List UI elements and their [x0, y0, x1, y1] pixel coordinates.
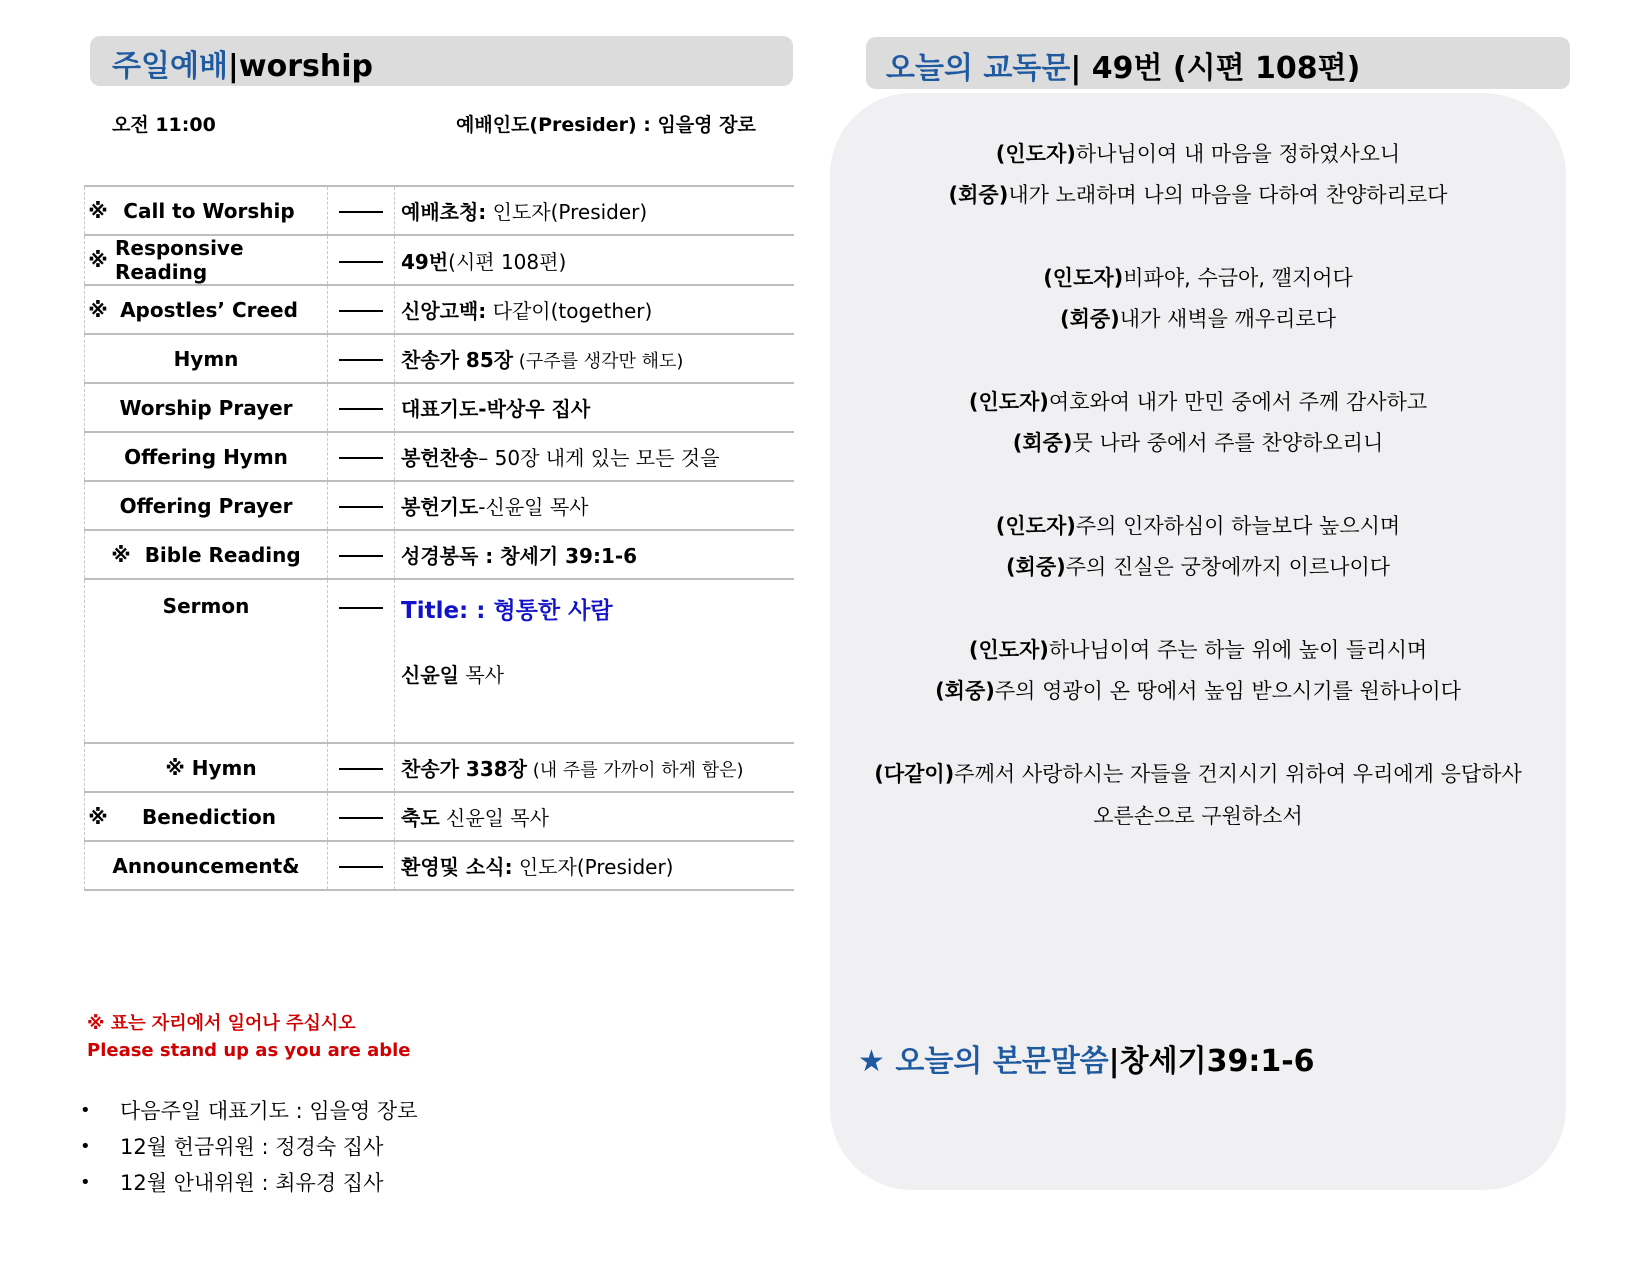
order-row-announcement [85, 841, 795, 890]
reading-line [830, 138, 1566, 168]
item-detail-bold: 예배초청: [401, 200, 487, 224]
item-detail: 신윤일 목사 [439, 806, 549, 830]
reading-title-korean: 오늘의 교독문 [886, 51, 1071, 86]
stand-mark: ※ [88, 297, 108, 322]
stand-mark: ※ [111, 542, 131, 567]
reading-text: 주의 영광이 온 땅에서 높임 받으시기를 원하나이다 [994, 679, 1461, 703]
dash-separator [339, 261, 383, 263]
item-label: Sermon [85, 579, 328, 743]
reading-speaker: (다같이) [874, 762, 955, 786]
item-detail-bold: 축도 [401, 806, 440, 830]
note-text: 12월 헌금위원 : 정경숙 집사 [120, 1135, 384, 1159]
order-row-hymn [85, 334, 795, 383]
reading-text: 하나님이여 내 마음을 정하였사오니 [1075, 142, 1401, 166]
reading-text: 뭇 나라 중에서 주를 찬양하오리니 [1072, 431, 1384, 455]
bullet-icon: • [80, 1100, 91, 1121]
responsive-reading-header [866, 37, 1570, 89]
item-detail: -신윤일 목사 [478, 495, 589, 519]
scripture-label: 오늘의 본문말씀 [895, 1044, 1109, 1079]
item-detail: – 50장 내게 있는 모든 것을 [478, 446, 720, 470]
order-row-offering-prayer [85, 481, 795, 530]
reading-line [830, 427, 1566, 457]
stand-mark: ※ [88, 198, 108, 223]
dash-separator [339, 768, 383, 770]
dash-separator [339, 555, 383, 557]
dash-separator [339, 457, 383, 459]
stand-mark: ※ [88, 804, 108, 829]
order-row-responsive-reading [85, 235, 795, 285]
item-label: ※ Hymn [85, 743, 328, 792]
notice-korean: ※ 표는 자리에서 일어나 주십시오 [87, 1013, 356, 1034]
order-row-sermon [85, 579, 795, 743]
worship-header [90, 36, 793, 86]
item-detail-bold: 봉헌찬송 [401, 446, 479, 470]
sermon-title: Title: : 형통한 사람 [401, 598, 613, 624]
item-detail-bold: 성경봉독 : 창세기 39:1-6 [401, 544, 638, 568]
reading-line [830, 551, 1566, 581]
reading-line [830, 800, 1566, 830]
presider: 예배인도(Presider) : 임을영 장로 [456, 114, 756, 136]
note-text: 다음주일 대표기도 : 임을영 장로 [120, 1099, 418, 1123]
dash-separator [339, 408, 383, 410]
worship-title-korean: 주일예배 [112, 49, 228, 84]
reading-speaker: (회중) [935, 679, 995, 703]
dash-separator [339, 310, 383, 312]
reading-text: 주의 진실은 궁창에까지 이르나이다 [1065, 555, 1391, 579]
reading-line [830, 179, 1566, 209]
dash-separator [339, 866, 383, 868]
order-row-call-to-worship [85, 186, 795, 235]
item-label: Bible Reading [144, 542, 301, 567]
notice-english: Please stand up as you are able [87, 1040, 411, 1061]
bullet-icon: • [80, 1172, 91, 1193]
preacher-bold: 신윤일 [401, 663, 459, 687]
order-of-worship-table [84, 185, 794, 891]
order-row-offering-hymn [85, 432, 795, 481]
reading-speaker: (회중) [948, 183, 1009, 207]
reading-line [830, 758, 1566, 788]
item-label: Worship Prayer [85, 383, 328, 432]
reading-title-number: | 49번 (시편 108편) [1070, 51, 1361, 86]
item-detail-bold: 찬송가 85장 [401, 348, 514, 372]
reading-text: 내가 노래하며 나의 마음을 다하여 찬양하리로다 [1008, 183, 1448, 207]
reading-text: 하나님이여 주는 하늘 위에 높이 들리시며 [1048, 638, 1428, 662]
item-detail: 인도자(Presider) [512, 855, 674, 879]
reading-speaker: (인도자) [995, 514, 1076, 538]
reading-speaker: (인도자) [968, 638, 1049, 662]
item-label: Hymn [85, 334, 328, 383]
reading-line [830, 510, 1566, 540]
reading-speaker: (회중) [1005, 555, 1066, 579]
reading-text: 주께서 사랑하시는 자들을 건지시기 위하여 우리에게 응답하사 [954, 762, 1522, 786]
reading-line [830, 675, 1566, 705]
dash-separator [339, 506, 383, 508]
item-detail: (구주를 생각만 해도) [513, 351, 684, 372]
reading-line [830, 634, 1566, 664]
bullet-icon: • [80, 1136, 91, 1157]
scripture-reference: |창세기39:1-6 [1108, 1044, 1315, 1079]
order-row-bible-reading [85, 530, 795, 579]
item-label: Responsive Reading [115, 236, 244, 284]
order-row-closing-hymn [85, 743, 795, 792]
reading-line [830, 262, 1566, 292]
dash-separator [339, 359, 383, 361]
item-detail: 인도자(Presider) [486, 200, 648, 224]
preacher: 목사 [458, 663, 504, 687]
list-item [80, 1165, 418, 1201]
item-detail: 다같이(together) [486, 299, 653, 323]
reading-speaker: (인도자) [1043, 266, 1124, 290]
item-label: Apostles’ Creed [120, 297, 298, 322]
reading-text: 주의 인자하심이 하늘보다 높으시며 [1075, 514, 1401, 538]
item-detail-bold: 49번 [401, 249, 449, 274]
reading-text: 오른손으로 구원하소서 [1093, 804, 1303, 828]
reading-line [830, 303, 1566, 333]
item-label: Call to Worship [123, 198, 295, 223]
star-icon: ★ [858, 1044, 885, 1079]
dash-separator [339, 211, 383, 213]
dash-separator [339, 607, 383, 609]
reading-text: 내가 새벽을 깨우리로다 [1119, 307, 1336, 331]
order-row-apostles-creed [85, 285, 795, 334]
note-text: 12월 안내위원 : 최유경 집사 [120, 1171, 384, 1195]
reading-speaker: (회중) [1012, 431, 1073, 455]
item-detail: (내 주를 가까이 하게 함은) [527, 760, 744, 781]
item-detail-bold: 대표기도-박상우 집사 [401, 397, 591, 421]
item-detail: (시편 108편) [448, 249, 567, 274]
order-row-benediction [85, 792, 795, 841]
reading-text: 비파야, 수금아, 깰지어다 [1123, 266, 1353, 290]
dash-separator [339, 817, 383, 819]
item-detail-bold: 찬송가 338장 [401, 757, 527, 781]
item-label: Announcement& [85, 841, 328, 890]
list-item [80, 1093, 418, 1129]
reading-speaker: (회중) [1060, 307, 1120, 331]
item-label: Offering Prayer [85, 481, 328, 530]
stand-mark: ※ [88, 248, 108, 272]
item-detail-bold: 환영및 소식: [401, 855, 513, 879]
reading-line [830, 386, 1566, 416]
announcements-list [80, 1093, 418, 1201]
service-time: 오전 11:00 [112, 114, 216, 136]
item-label: Offering Hymn [85, 432, 328, 481]
reading-text: 여호와여 내가 만민 중에서 주께 감사하고 [1048, 390, 1428, 414]
stand-up-notice [87, 1010, 411, 1064]
reading-speaker: (인도자) [968, 390, 1049, 414]
list-item [80, 1129, 418, 1165]
item-detail-bold: 봉헌기도 [401, 495, 479, 519]
worship-title-english: |worship [227, 49, 373, 84]
reading-speaker: (인도자) [995, 142, 1076, 166]
item-label: Benediction [141, 804, 277, 829]
order-row-worship-prayer [85, 383, 795, 432]
item-detail-bold: 신앙고백: [401, 299, 487, 323]
todays-scripture [858, 1042, 1315, 1082]
